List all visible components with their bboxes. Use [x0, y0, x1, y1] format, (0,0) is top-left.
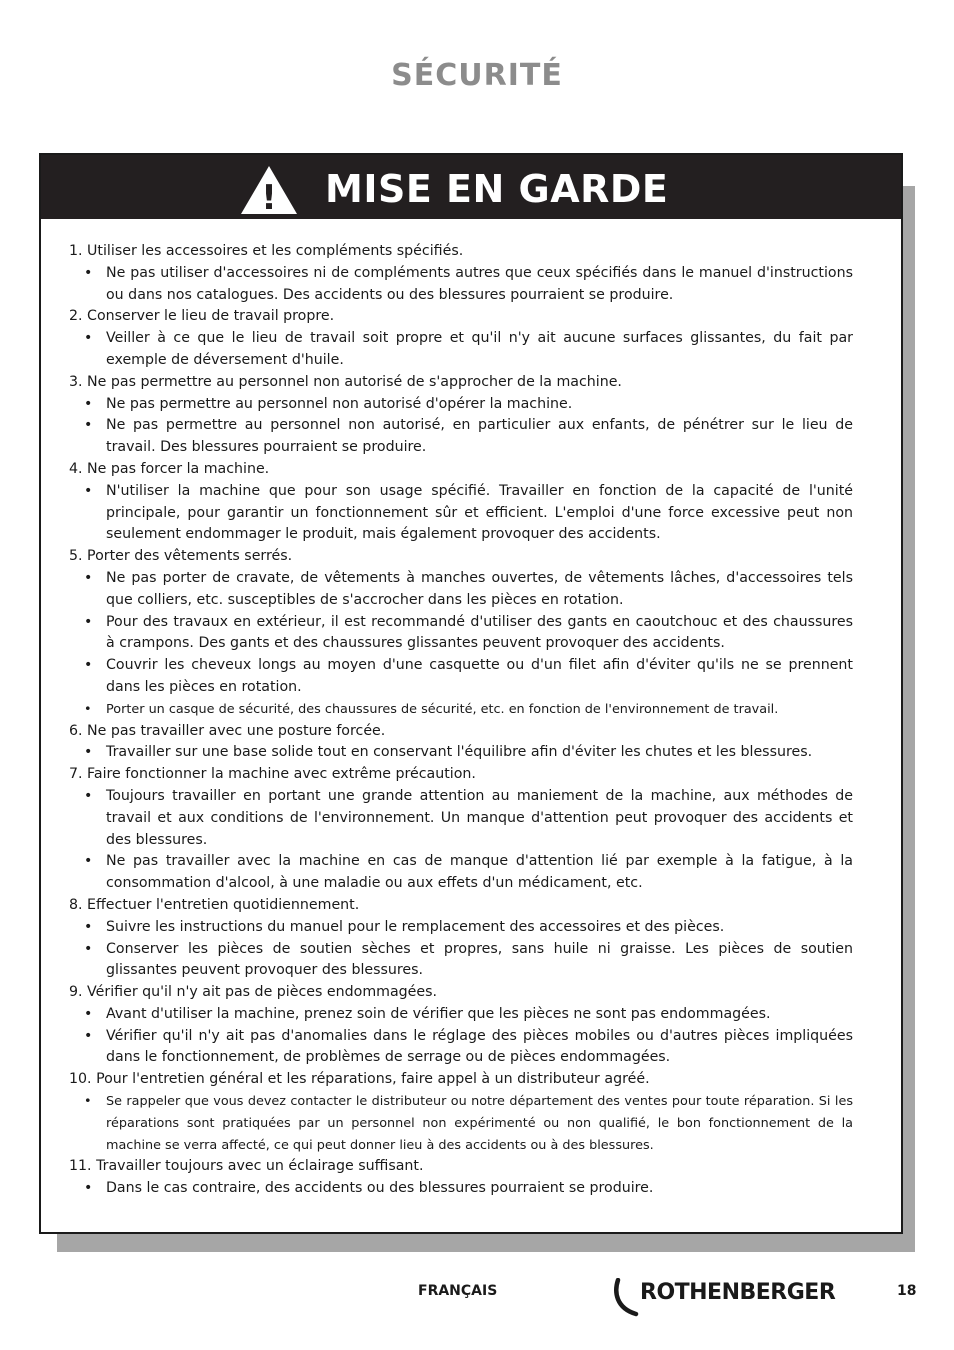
warning-exclamation: !	[261, 178, 277, 216]
warning-bullet: • Dans le cas contraire, des accidents ou des blessures pourraient se produire.	[69, 1178, 853, 1200]
warning-triangle-icon	[239, 164, 299, 216]
warning-item: 6. Ne pas travailler avec une posture forcée.	[69, 722, 386, 739]
warning-bullet: • Ne pas permettre au personnel non autorisé, en particulier aux enfants, de pénétrer sur le lieu de travail. Des blessures pourraient se produire.	[69, 415, 853, 459]
warning-bullet: • Travailler sur une base solide tout en conservant l'équilibre afin d'éviter les chutes et les blessures.	[69, 742, 853, 764]
warning-item: 11. Travailler toujours avec un éclairage suffisant.	[69, 1158, 424, 1175]
warning-item: 10. Pour l'entretien général et les réparations, faire appel à un distributeur agréé.	[69, 1071, 650, 1088]
page-number: 18	[897, 1283, 917, 1299]
brand-logo	[612, 1276, 860, 1320]
warning-bullet: • Couvrir les cheveux longs au moyen d'une casquette ou d'un filet afin d'éviter qu'ils ne se prennent dans les pièces en rotation.	[69, 655, 853, 699]
brand-name: ROTHENBERGER	[640, 1280, 836, 1305]
warning-bullet: • Conserver les pièces de soutien sèches et propres, sans huile ni graisse. Les pièces de soutien glissantes peuvent provoquer des blessures.	[69, 939, 853, 983]
warning-bullet: • Suivre les instructions du manuel pour le remplacement des accessoires et des pièces.	[69, 917, 853, 939]
warning-bullet: • Porter un casque de sécurité, des chaussures de sécurité, etc. en fonction de l'environnement de travail.	[69, 699, 853, 721]
warning-bullet: • Ne pas porter de cravate, de vêtements à manches ouvertes, de vêtements lâches, d'accessoires tels que colliers, etc. susceptibles de s'accrocher dans les pièces en rotation.	[69, 568, 853, 612]
warning-bullet: • Ne pas permettre au personnel non autorisé d'opérer la machine.	[69, 394, 853, 416]
rothenberger-logo-icon	[612, 1278, 642, 1318]
warning-box	[39, 153, 903, 1234]
warning-item: 7. Faire fonctionner la machine avec extrême précaution.	[69, 766, 476, 783]
warning-item: 4. Ne pas forcer la machine.	[69, 460, 270, 477]
warning-bullet: • Avant d'utiliser la machine, prenez soin de vérifier que les pièces ne sont pas endommagées.	[69, 1004, 853, 1026]
warning-item: 8. Effectuer l'entretien quotidiennement.	[69, 896, 360, 913]
warning-bullet: • Ne pas utiliser d'accessoires ni de compléments autres que ceux spécifiés dans le manuel d'instructions ou dans nos catalogues. Des accidents ou des blessures pourraient se produire.	[69, 263, 853, 307]
warning-item: 2. Conserver le lieu de travail propre.	[69, 308, 335, 325]
footer-language: FRANÇAIS	[418, 1283, 498, 1299]
warning-bullet: • Vérifier qu'il n'y ait pas d'anomalies dans le réglage des pièces mobiles ou d'autres pièces impliquées dans le fonctionnement, de problèmes de serrage ou de pièces endommagées.	[69, 1026, 853, 1070]
warning-title: MISE EN GARDE	[325, 167, 669, 211]
warning-bullet: • Se rappeler que vous devez contacter le distributeur ou notre département des ventes pour toute réparation. Si les réparations sont pratiquées par un personnel non expérimenté ou non qualifié, le bon fonctionnement de la machine se verra affecté, ce qui peut donner lieu à des accidents ou à des blessures.	[69, 1091, 853, 1156]
warning-item: 9. Vérifier qu'il n'y ait pas de pièces endommagées.	[69, 984, 438, 1001]
warning-banner	[41, 155, 901, 219]
warning-item: 3. Ne pas permettre au personnel non autorisé de s'approcher de la machine.	[69, 373, 622, 390]
warning-bullet: • Veiller à ce que le lieu de travail soit propre et qu'il n'y ait aucune surfaces glissantes, du fait par exemple de déversement d'huile.	[69, 328, 853, 372]
page-title: SÉCURITÉ	[391, 58, 563, 93]
warning-item: 1. Utiliser les accessoires et les compléments spécifiés.	[69, 243, 464, 259]
warning-bullet: • Pour des travaux en extérieur, il est recommandé d'utiliser des gants en caoutchouc et des chaussures à crampons. Des gants et des chaussures glissantes peuvent provoquer des accidents.	[69, 612, 853, 656]
warning-bullet: • Toujours travailler en portant une grande attention au maniement de la machine, aux méthodes de travail et aux conditions de l'environnement. Un manque d'attention peut provoquer des accidents et des blessures.	[69, 786, 853, 851]
warning-item: 5. Porter des vêtements serrés.	[69, 548, 293, 565]
warning-content	[69, 241, 853, 1200]
warning-bullet: • Ne pas travailler avec la machine en cas de manque d'attention lié par exemple à la fatigue, à la consommation d'alcool, à une maladie ou aux effets d'un médicament, etc.	[69, 851, 853, 895]
warning-bullet: • N'utiliser la machine que pour son usage spécifié. Travailler en fonction de la capacité de l'unité principale, pour garantir un fonctionnement sûr et efficient. L'emploi d'une force excessive peut non seulement endommager le produit, mais également provoquer des accidents.	[69, 481, 853, 546]
